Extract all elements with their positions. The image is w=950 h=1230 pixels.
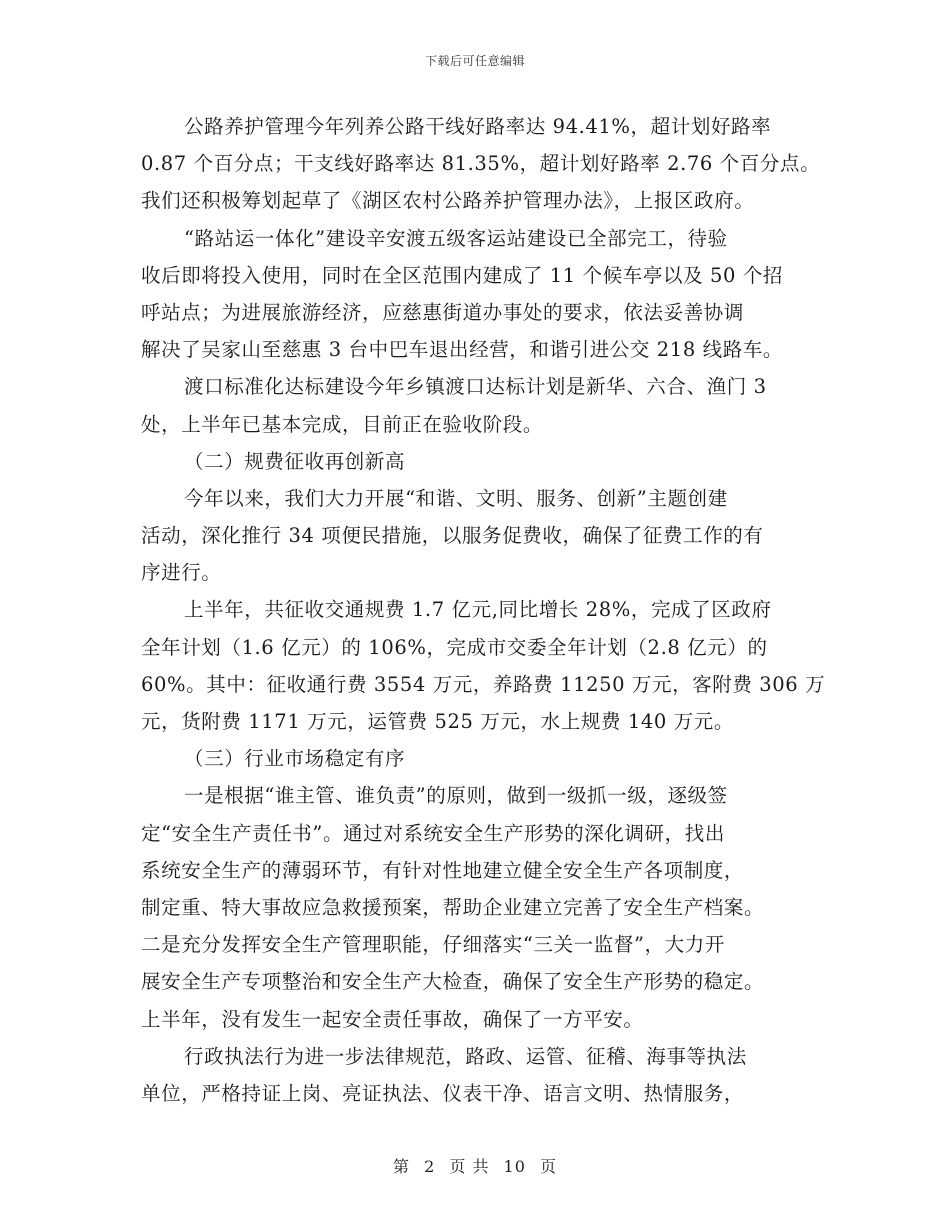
paragraph-line: 元，货附费 1171 万元，运管费 525 万元，水上规费 140 万元。 [141,710,734,733]
total-page-count: 10 [503,1157,526,1176]
section-heading: （二）规费征收再创新高 [184,449,406,473]
paragraph-line: 60%。其中：征收通行费 3554 万元，养路费 11250 万元，客附费 306 万 [141,672,826,696]
paragraph-line: 全年计划（1.6 亿元）的 106%，完成市交委全年计划（2.8 亿元）的 [141,635,768,659]
paragraph-line: 渡口标准化达标建设今年乡镇渡口达标计划是新华、六合、渔门 3 [184,375,767,399]
paragraph-line: 展安全生产专项整治和安全生产大检查，确保了安全生产形势的稳定。 [141,970,765,994]
paragraph-line: 我们还积极筹划起草了《湖区农村公路养护管理办法》，上报区政府。 [141,189,755,213]
paragraph-line: 制定重、特大事故应急救援预案，帮助企业建立完善了安全生产档案。 [141,895,765,919]
section-heading: （三）行业市场稳定有序 [184,747,406,771]
paragraph-line: 解决了吴家山至慈惠 3 台中巴车退出经营，和谐引进公交 218 线路车。 [141,338,784,362]
paragraph-line: 定“安全生产责任书”。通过对系统安全生产形势的深化调研，找出 [141,821,725,845]
paragraph-line: 公路养护管理今年列养公路干线好路率达 94.41%，超计划好路率 [184,115,772,138]
footer-prefix: 第 [392,1157,410,1176]
document-body [141,108,826,1112]
paragraph-line: 今年以来，我们大力开展“和谐、文明、服务、创新”主题创建 [184,486,728,510]
paragraph-line: 呼站点；为进展旅游经济，应慈惠街道办事处的要求，依法妥善协调 [141,300,745,324]
paragraph-line: 0.87 个百分点；干支线好路率达 81.35%，超计划好路率 2.76 个百分点。 [141,152,821,176]
current-page-number: 2 [424,1157,436,1176]
page-number-footer [0,1154,950,1177]
footer-middle: 页 共 [449,1157,490,1176]
footer-suffix: 页 [540,1157,558,1176]
paragraph-line: 二是充分发挥安全生产管理职能，仔细落实“三关一监督”，大力开 [141,933,725,957]
paragraph-line: 序进行。 [141,561,222,585]
paragraph-line: 活动，深化推行 34 项便民措施，以服务促费收，确保了征费工作的有 [141,524,764,548]
page-header-note: 下载后可任意编辑 [424,54,525,68]
paragraph-line: 一是根据“谁主管、谁负责”的原则，做到一级抓一级，逐级签 [184,784,728,808]
paragraph-line: 收后即将投入使用，同时在全区范围内建成了 11 个候车亭以及 50 个招 [141,263,784,287]
paragraph-line: 单位，严格持证上岗、亮证执法、仪表干净、语言文明、热情服务， [141,1081,745,1105]
paragraph-line: 上半年，共征收交通规费 1.7 亿元,同比增长 28%，完成了区政府 [184,598,772,622]
paragraph-line: 系统安全生产的薄弱环节，有针对性地建立健全安全生产各项制度， [141,858,745,882]
paragraph-line: 行政执法行为进一步法律规范，路政、运管、征稽、海事等执法 [184,1044,747,1068]
paragraph-line: “路站运一体化”建设辛安渡五级客运站建设已全部完工，待验 [184,226,728,250]
paragraph-line: 处，上半年已基本完成，目前正在验收阶段。 [141,412,544,436]
paragraph-line: 上半年，没有发生一起安全责任事故，确保了一方平安。 [141,1007,644,1031]
